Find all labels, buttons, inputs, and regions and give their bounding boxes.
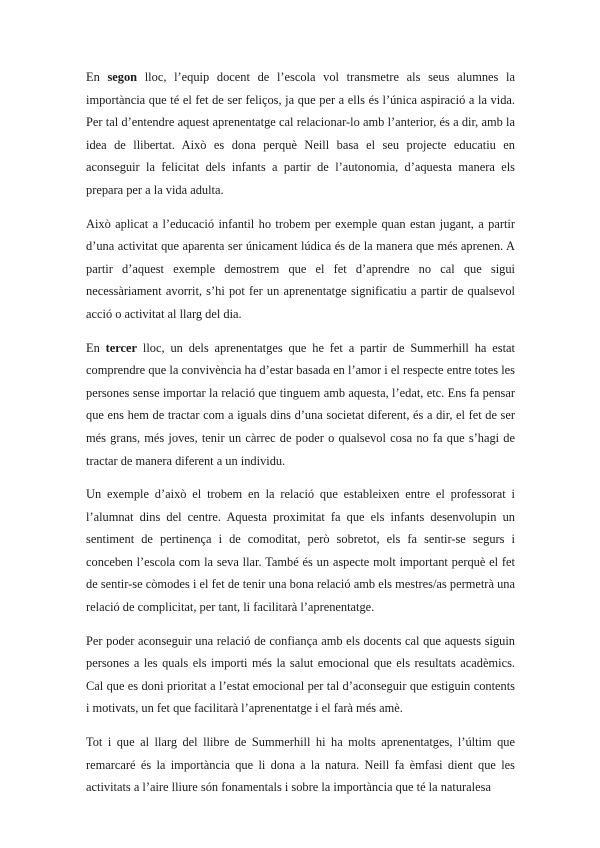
paragraph-exemple xyxy=(86,483,515,619)
document-page xyxy=(86,66,515,810)
paragraph-confianca xyxy=(86,630,515,720)
ordinal-keyword: tercer xyxy=(105,340,138,355)
paragraph-text: Tot i que al llarg del llibre de Summerhill hi ha molts aprenentatges, l’últim que remarcaré és la importància que li dona a la natura. Neill fa èmfasi dient que les activitats a l’aire lliure són fonamentals i sobre la importància que té la naturalesa xyxy=(86,735,515,795)
paragraph-tercer xyxy=(86,337,515,473)
paragraph-segon xyxy=(86,66,515,202)
paragraph-text: Per poder aconseguir una relació de confiança amb els docents cal que aquests siguin persones a les quals els importi més la salut emocional que els resultats acadèmics. Cal que es doni prioritat a l’estat emocional per tal d’aconseguir que estiguin contents i motivats, un fet que facilitarà l’aprenentatge i el farà més amè. xyxy=(86,633,515,716)
paragraph-lead: En xyxy=(86,70,108,84)
paragraph-lead: En xyxy=(86,340,106,355)
paragraph-text: Un exemple d’això el trobem en la relació que estableixen entre el professorat i l’alumnat dins del centre. Aquesta proximitat fa que els infants desenvolupin un sentiment de pertinença i de comoditat, però sobretot, els fa sentir-se segurs i conceben l’escola com la seva llar. També és un aspecte molt important perquè el fet de sentir-se còmodes i el fet de tenir una bona relació amb els mestres/as permetrà una relació de complicitat, per tant, li facilitarà l’aprenentatge. xyxy=(86,487,515,615)
paragraph-text: lloc, l’equip docent de l’escola vol transmetre als seus alumnes la importància que té el fet de ser feliços, ja que per a ells és l’única aspiració a la vida. Per tal d’entendre aquest aprenentatge cal relacionar-lo amb l’anterior, és a dir, amb la idea de llibertat. Això es dona perquè Neill basa el seu projecte educatiu en aconseguir la felicitat dels infants a partir de l’autonomia, d’aquesta manera els prepara per a la vida adulta. xyxy=(86,70,515,197)
paragraph-educacio-infantil xyxy=(86,213,515,326)
paragraph-text: Això aplicat a l’educació infantil ho trobem per exemple quan estan jugant, a partir d’una activitat que aparenta ser únicament lúdica és de la manera que més aprenen. A partir d’aquest exemple demostrem que el fet d’aprendre no cal que sigui necessàriament avorrit, s’hi pot fer un aprenentatge significatiu a partir de qualsevol acció o activitat al llarg del dia. xyxy=(86,216,515,321)
paragraph-natura xyxy=(86,731,515,799)
ordinal-keyword: segon xyxy=(107,70,138,84)
paragraph-text: lloc, un dels aprenentatges que he fet a partir de Summerhill ha estat comprendre que la convivència ha d’estar basada en l’amor i el respecte entre totes les persones sense importar la relació que tinguem amb aquesta, l’edat, etc. Ens fa pensar que ens hem de tractar com a iguals dins d’una societat diferent, és a dir, el fet de ser més grans, més joves, tenir un càrrec de poder o qualsevol cosa no fa que s’hagi de tractar de manera diferent a un individu. xyxy=(86,340,515,468)
